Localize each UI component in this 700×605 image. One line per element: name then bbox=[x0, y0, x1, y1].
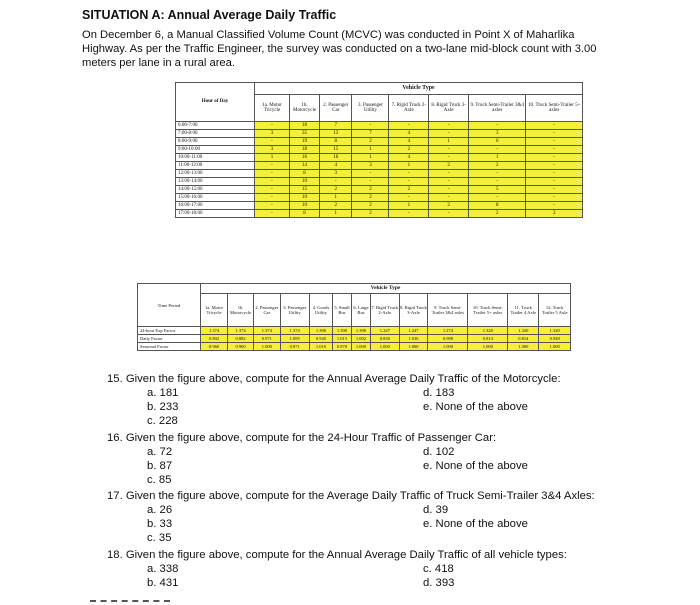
factor-cell: 1.274 bbox=[428, 327, 468, 335]
factor-cell: 1.374 bbox=[280, 327, 309, 335]
factor-cell: 1.374 bbox=[254, 327, 280, 335]
q15-option-e[interactable]: e. None of the above bbox=[423, 401, 528, 413]
count-cell: - bbox=[526, 138, 583, 146]
count-cell: 3 bbox=[320, 170, 352, 178]
situation-intro: On December 6, a Manual Classified Volume Count (MCVC) was conducted in Point X of Maharlika Highway. As per the Traffic Engineer, the survey was conducted on a two-lane mid-block count with 3.00 meters per lane in a rural area. bbox=[82, 29, 597, 69]
count-cell: 16 bbox=[320, 154, 352, 162]
count-cell: - bbox=[255, 170, 290, 178]
count-cell: 2 bbox=[352, 202, 389, 210]
time-period-header: Time Period bbox=[138, 284, 201, 327]
hour-cell: 17:00-18:00 bbox=[176, 210, 255, 218]
factor-cell: 1.000 bbox=[508, 343, 539, 351]
t2-column-header: 5. Small Bus bbox=[332, 294, 351, 327]
count-cell: - bbox=[469, 178, 526, 186]
count-cell: 2 bbox=[320, 186, 352, 194]
factor-cell: 0.814 bbox=[468, 335, 508, 343]
factor-cell: 0.802 bbox=[201, 335, 228, 343]
question-15: 15. Given the figure above, compute for the Annual Average Daily Traffic of the Motorcycle: bbox=[107, 373, 561, 385]
factor-cell: 0.948 bbox=[539, 335, 571, 343]
count-cell: - bbox=[352, 122, 389, 130]
factor-cell: 1.002 bbox=[352, 335, 371, 343]
table-row bbox=[176, 122, 583, 130]
factor-cell: 0.814 bbox=[508, 335, 539, 343]
count-cell: - bbox=[429, 146, 469, 154]
count-cell: 8 bbox=[289, 210, 319, 218]
question-18: 18. Given the figure above, compute for the Annual Average Daily Traffic of all vehicle types: bbox=[107, 549, 567, 561]
count-cell: - bbox=[526, 194, 583, 202]
factor-cell: 1.390 bbox=[352, 327, 371, 335]
hourly-count-table bbox=[175, 82, 583, 218]
count-cell: 3 bbox=[255, 146, 290, 154]
count-cell: 1 bbox=[429, 138, 469, 146]
q17-option-d[interactable]: d. 39 bbox=[423, 504, 449, 516]
count-cell: 18 bbox=[289, 146, 319, 154]
count-cell: 8 bbox=[289, 170, 319, 178]
hour-cell: 9:00-10:00 bbox=[176, 146, 255, 154]
q15-option-c[interactable]: c. 228 bbox=[147, 415, 178, 427]
count-cell: - bbox=[526, 130, 583, 138]
t1-column-header: 3. Passenger Utility bbox=[352, 95, 389, 122]
t2-column-header: 1b. Motorcycle bbox=[228, 294, 254, 327]
t1-column-header: 9. Truck Semi-Trailer 3&4 axles bbox=[469, 95, 526, 122]
question-16: 16. Given the figure above, compute for the 24-Hour Traffic of Passenger Car: bbox=[107, 432, 497, 444]
table-row bbox=[176, 154, 583, 162]
count-cell: 2 bbox=[389, 146, 429, 154]
situation-title: SITUATION A: Annual Average Daily Traffic bbox=[82, 8, 337, 22]
q16-option-b[interactable]: b. 87 bbox=[147, 460, 173, 472]
count-cell: - bbox=[320, 178, 352, 186]
count-cell: - bbox=[389, 122, 429, 130]
count-cell: - bbox=[255, 210, 290, 218]
count-cell: - bbox=[255, 202, 290, 210]
count-cell: 10 bbox=[289, 178, 319, 186]
count-cell: - bbox=[429, 194, 469, 202]
table-row bbox=[176, 194, 583, 202]
count-cell: 35 bbox=[289, 130, 319, 138]
count-cell: 2 bbox=[429, 162, 469, 170]
factor-cell: 0.960 bbox=[201, 343, 228, 351]
table-row bbox=[138, 327, 571, 335]
count-cell: 10 bbox=[289, 194, 319, 202]
count-cell: 1 bbox=[352, 154, 389, 162]
count-cell: 4 bbox=[320, 162, 352, 170]
t1-column-header: 10. Truck Semi-Trailer 5+ axles bbox=[526, 95, 583, 122]
q16-option-a[interactable]: a. 72 bbox=[147, 446, 173, 458]
factor-label-cell: Daily Factor bbox=[138, 335, 201, 343]
factor-cell: 1.095 bbox=[280, 335, 309, 343]
count-cell: - bbox=[255, 162, 290, 170]
t2-column-header: 7. Rigid Truck 2-Axle bbox=[370, 294, 399, 327]
count-cell: 1 bbox=[469, 154, 526, 162]
hour-cell: 10:00-11:00 bbox=[176, 154, 255, 162]
count-cell: - bbox=[255, 186, 290, 194]
t2-column-header: 12. Truck Trailer 5 Axle bbox=[539, 294, 571, 327]
factor-cell: 1.320 bbox=[539, 327, 571, 335]
factor-cell: 0.988 bbox=[428, 335, 468, 343]
count-cell: 7 bbox=[320, 122, 352, 130]
q17-option-e[interactable]: e. None of the above bbox=[423, 518, 528, 530]
factor-cell: 0.870 bbox=[332, 343, 351, 351]
count-cell: 2 bbox=[429, 202, 469, 210]
table-row bbox=[176, 178, 583, 186]
table-row bbox=[176, 210, 583, 218]
t1-column-header: 2. Passenger Car bbox=[320, 95, 352, 122]
vehicle-type-header: Vehicle Type bbox=[255, 83, 583, 95]
table-row bbox=[176, 130, 583, 138]
q17-option-c[interactable]: c. 35 bbox=[147, 532, 172, 544]
t2-column-header: 4. Goods Utility bbox=[309, 294, 332, 327]
count-cell: 2 bbox=[352, 186, 389, 194]
count-cell: - bbox=[352, 178, 389, 186]
count-cell: - bbox=[389, 170, 429, 178]
count-cell: - bbox=[429, 154, 469, 162]
count-cell: 8 bbox=[469, 202, 526, 210]
count-cell: 2 bbox=[352, 138, 389, 146]
count-cell: - bbox=[469, 194, 526, 202]
count-cell: 4 bbox=[389, 154, 429, 162]
count-cell: 8 bbox=[320, 138, 352, 146]
page-bottom-rule bbox=[90, 600, 170, 602]
count-cell: - bbox=[389, 210, 429, 218]
count-cell: - bbox=[255, 122, 290, 130]
q16-option-c[interactable]: c. 85 bbox=[147, 474, 172, 486]
hour-cell: 6:00-7:00 bbox=[176, 122, 255, 130]
count-cell: 10 bbox=[289, 202, 319, 210]
factor-table bbox=[137, 283, 571, 351]
count-cell: - bbox=[255, 194, 290, 202]
hour-cell: 13:00-14:00 bbox=[176, 178, 255, 186]
count-cell: 2 bbox=[320, 202, 352, 210]
factor-cell: 0.971 bbox=[254, 335, 280, 343]
count-cell: 14 bbox=[289, 162, 319, 170]
q16-option-e[interactable]: e. None of the above bbox=[423, 460, 528, 472]
question-17: 17. Given the figure above, compute for the Average Daily Traffic of Truck Semi-Trailer 3&4 Axles: bbox=[107, 490, 595, 502]
t1-column-header: 7. Rigid Truck 2-Axle bbox=[389, 95, 429, 122]
factor-cell: 1.013 bbox=[332, 335, 351, 343]
table-row bbox=[138, 343, 571, 351]
q18-option-c[interactable]: c. 418 bbox=[423, 563, 454, 575]
factor-cell: 1.320 bbox=[468, 327, 508, 335]
t2-column-header: 2. Passenger Car bbox=[254, 294, 280, 327]
count-cell: - bbox=[526, 154, 583, 162]
count-cell: 2 bbox=[526, 210, 583, 218]
factor-cell: 1.016 bbox=[309, 343, 332, 351]
q15-option-b[interactable]: b. 233 bbox=[147, 401, 179, 413]
factor-cell: 1.247 bbox=[399, 327, 428, 335]
vehicle-type-header-2: Vehicle Type bbox=[201, 284, 571, 294]
count-cell: - bbox=[352, 170, 389, 178]
table-row bbox=[176, 138, 583, 146]
count-cell: 19 bbox=[289, 138, 319, 146]
count-cell: - bbox=[429, 130, 469, 138]
factor-cell: 1.000 bbox=[352, 343, 371, 351]
factor-cell: 1.000 bbox=[539, 343, 571, 351]
factor-cell: 1.000 bbox=[468, 343, 508, 351]
count-cell: 1 bbox=[352, 146, 389, 154]
count-cell: - bbox=[526, 146, 583, 154]
q16-option-d[interactable]: d. 102 bbox=[423, 446, 455, 458]
count-cell: - bbox=[526, 178, 583, 186]
factor-cell: 1.036 bbox=[399, 335, 428, 343]
q17-option-a[interactable]: a. 26 bbox=[147, 504, 173, 516]
factor-cell: 1.000 bbox=[399, 343, 428, 351]
table-row bbox=[176, 186, 583, 194]
t2-column-header: 9. Truck Semi-Trailer 3&4 axles bbox=[428, 294, 468, 327]
hour-cell: 14:00-15:00 bbox=[176, 186, 255, 194]
count-cell: - bbox=[389, 178, 429, 186]
count-cell: 2 bbox=[352, 210, 389, 218]
factor-cell: 0.871 bbox=[280, 343, 309, 351]
q17-option-b[interactable]: b. 33 bbox=[147, 518, 173, 530]
count-cell: - bbox=[526, 202, 583, 210]
count-cell: - bbox=[526, 186, 583, 194]
factor-cell: 1.390 bbox=[332, 327, 351, 335]
count-cell: - bbox=[389, 194, 429, 202]
hour-cell: 7:00-8:00 bbox=[176, 130, 255, 138]
t1-column-header: 1b. Motorcycle bbox=[289, 95, 319, 122]
q18-option-d[interactable]: d. 393 bbox=[423, 577, 455, 589]
factor-cell: 0.945 bbox=[309, 335, 332, 343]
factor-label-cell: 24-hour Exp Factor bbox=[138, 327, 201, 335]
count-cell: - bbox=[429, 122, 469, 130]
count-cell: 1 bbox=[389, 202, 429, 210]
count-cell: 1 bbox=[320, 210, 352, 218]
count-cell: 5 bbox=[469, 186, 526, 194]
count-cell: 3 bbox=[255, 130, 290, 138]
count-cell: 3 bbox=[352, 162, 389, 170]
count-cell: 15 bbox=[320, 146, 352, 154]
hour-cell: 15:00-16:00 bbox=[176, 194, 255, 202]
count-cell: 2 bbox=[389, 186, 429, 194]
count-cell: - bbox=[429, 178, 469, 186]
count-cell: 13 bbox=[320, 130, 352, 138]
hour-cell: 8:00-9:00 bbox=[176, 138, 255, 146]
count-cell: 15 bbox=[289, 186, 319, 194]
table-row bbox=[176, 170, 583, 178]
count-cell: 7 bbox=[352, 130, 389, 138]
q18-option-a[interactable]: a. 338 bbox=[147, 563, 179, 575]
q15-option-a[interactable]: a. 181 bbox=[147, 387, 179, 399]
count-cell: 2 bbox=[469, 162, 526, 170]
count-cell: - bbox=[469, 170, 526, 178]
count-cell: 6 bbox=[469, 138, 526, 146]
factor-label-cell: Seasonal Factor bbox=[138, 343, 201, 351]
q15-option-d[interactable]: d. 183 bbox=[423, 387, 455, 399]
count-cell: - bbox=[526, 162, 583, 170]
table-row bbox=[176, 202, 583, 210]
t2-column-header: 3. Passenger Utility bbox=[280, 294, 309, 327]
t2-column-header: 1a. Motor Tricycle bbox=[201, 294, 228, 327]
count-cell: - bbox=[469, 146, 526, 154]
count-cell: - bbox=[429, 170, 469, 178]
t2-column-header: 8. Rigid Truck 3-Axle bbox=[399, 294, 428, 327]
count-cell: 1 bbox=[389, 162, 429, 170]
count-cell: 4 bbox=[389, 130, 429, 138]
table-row bbox=[176, 146, 583, 154]
count-cell: 4 bbox=[389, 138, 429, 146]
factor-cell: 1.374 bbox=[201, 327, 228, 335]
factor-cell: 1.000 bbox=[370, 343, 399, 351]
q18-option-b[interactable]: b. 431 bbox=[147, 577, 179, 589]
count-cell: - bbox=[429, 210, 469, 218]
table-row bbox=[138, 335, 571, 343]
count-cell: 2 bbox=[469, 210, 526, 218]
count-cell: - bbox=[469, 122, 526, 130]
t2-column-header: 6. Large Bus bbox=[352, 294, 371, 327]
hour-cell: 12:00-13:00 bbox=[176, 170, 255, 178]
factor-cell: 0.882 bbox=[228, 335, 254, 343]
count-cell: - bbox=[255, 138, 290, 146]
count-cell: 2 bbox=[352, 194, 389, 202]
factor-cell: 1.000 bbox=[254, 343, 280, 351]
hour-cell: 16:00-17:00 bbox=[176, 202, 255, 210]
count-cell: 3 bbox=[469, 130, 526, 138]
t2-column-header: 10. Truck Semi-Trailer 5+ axles bbox=[468, 294, 508, 327]
factor-cell: 1.374 bbox=[228, 327, 254, 335]
factor-cell: 1.320 bbox=[508, 327, 539, 335]
count-cell: - bbox=[255, 178, 290, 186]
hour-of-day-header: Hour of Day bbox=[176, 83, 255, 122]
count-cell: - bbox=[429, 186, 469, 194]
factor-cell: 0.830 bbox=[370, 335, 399, 343]
t1-column-header: 1a. Motor Tricycle bbox=[255, 95, 290, 122]
t2-column-header: 11. Truck Trailer 4 Axle bbox=[508, 294, 539, 327]
count-cell: 16 bbox=[289, 154, 319, 162]
factor-cell: 1.390 bbox=[309, 327, 332, 335]
factor-cell: 1.000 bbox=[428, 343, 468, 351]
count-cell: 18 bbox=[289, 122, 319, 130]
count-cell: - bbox=[526, 122, 583, 130]
hour-cell: 11:00-12:00 bbox=[176, 162, 255, 170]
count-cell: 1 bbox=[320, 194, 352, 202]
factor-cell: 1.247 bbox=[370, 327, 399, 335]
t1-column-header: 8. Rigid Truck 3-Axle bbox=[429, 95, 469, 122]
count-cell: 1 bbox=[255, 154, 290, 162]
factor-cell: 0.900 bbox=[228, 343, 254, 351]
table-row bbox=[176, 162, 583, 170]
count-cell: - bbox=[526, 170, 583, 178]
